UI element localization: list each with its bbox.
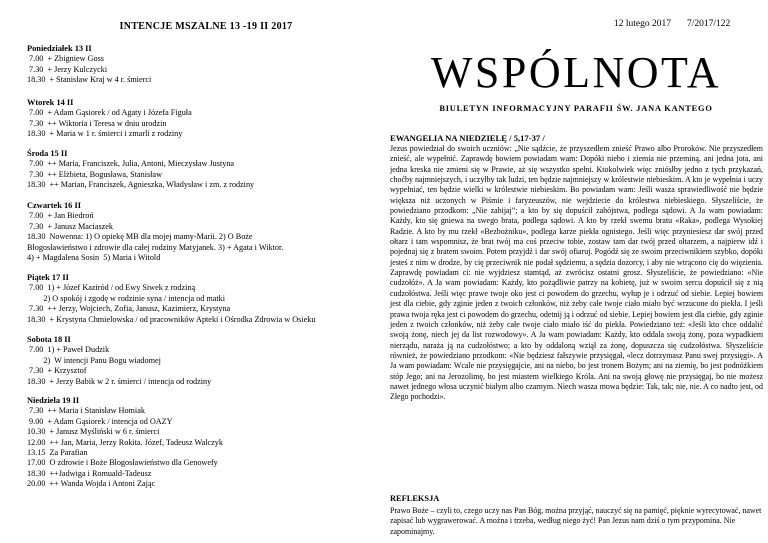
intention-line: 9.00 + Adam Gąsiorek / intencja od OAZY <box>27 416 173 426</box>
reflection-text: Prawo Boże – czyli to, czego uczy nas Pan Bóg, można przyjąć, nauczyć się na pamięć, pięknie wyrecytować, nawet zapisać lub wygrawerować. A można i trzeba, według niego żyć! Pan Jezus nam dziś o tym przypomina. Nie zapominajmy. <box>390 506 762 536</box>
day-name: Czwartek 16 II <box>27 201 81 210</box>
intention-line: 7.00 + Zbigniew Goss <box>27 54 104 64</box>
intention-line: Błogosławieństwo i zdrowie dla całej rodziny Matyjanek. 3) + Agata i Wiktor. <box>27 242 284 252</box>
intention-line: 7.30 + Krzysztof <box>27 366 87 376</box>
intention-line: 2) O spokój i zgodę w rodzinie syna / intencja od matki <box>27 293 226 303</box>
day-saturday <box>27 335 377 387</box>
intention-line: 4) + Magdalena Sosin 5) Maria i Witold <box>27 253 161 263</box>
day-monday <box>27 44 377 86</box>
intention-line: 18.30 + Krystyna Chmielowska / od pracowników Apteki i Ośrodka Zdrowia w Osieku <box>27 314 316 324</box>
intention-line: 7.00 ++ Maria, Franciszek, Julia, Antoni, Mieczysław Justyna <box>27 159 235 169</box>
intention-line: 10.30 + Janusz Myśliński w 6 r. śmierci <box>27 427 160 437</box>
day-sunday <box>27 396 377 490</box>
day-friday <box>27 273 377 325</box>
intention-line: 13.15 Za Parafian <box>27 448 88 458</box>
intention-line: 18.30 + Maria w 1 r. śmierci i zmarli z rodziny <box>27 129 183 139</box>
gospel-heading: EWANGELIA NA NIEDZIELĘ / 5,17-37 / <box>390 133 545 143</box>
day-name: Niedziela 19 II <box>27 396 80 405</box>
day-tuesday <box>27 98 377 140</box>
day-name: Środa 15 II <box>27 149 68 158</box>
intention-line: 2) W intencji Panu Bogu wiadomej <box>27 355 161 365</box>
intention-line: 7.00 1) + Józef Kaziród / od Ewy Siwek z rodziną <box>27 283 196 293</box>
intention-line: 18.30 ++ Marian, Franciszek, Agnieszka, Władysław i zm. z rodziny <box>27 180 255 190</box>
day-name: Piątek 17 II <box>27 273 69 282</box>
intention-line: 18.30 + Jerzy Babik w 2 r. śmierci / intencja od rodziny <box>27 376 212 386</box>
masthead-subtitle: BIULETYN INFORMACYJNY PARAFII ŚW. JANA KANTEGO <box>439 104 713 113</box>
intention-line: 12.00 ++ Jan, Maria, Jerzy Rokita. Józef, Tadeusz Walczyk <box>27 437 223 447</box>
day-name: Sobota 18 II <box>27 335 71 344</box>
intention-line: 18.30 + Stanisław Kraj w 4 r. śmierci <box>27 75 152 85</box>
intention-line: 7.00 + Adam Gąsiorek / od Agaty i Józefa Figuła <box>27 108 192 118</box>
intention-line: 7.00 + Jan Biedroń <box>27 211 94 221</box>
intention-line: 7.30 ++ Jerzy, Wojciech, Zofia, Janusz, Kazimierz, Krystyna <box>27 304 231 314</box>
intention-line: 18.30 ++Jadwiga i Romuald-Tadeusz <box>27 468 152 478</box>
day-thursday <box>27 201 377 263</box>
intention-line: 7.30 ++ Maria i Stanisław Homiak <box>27 406 145 416</box>
intention-line: 7.30 ++ Elżbieta, Bogusława, Stanisław <box>27 169 162 179</box>
day-name: Poniedziałek 13 II <box>27 44 92 53</box>
gospel-text: Jezus powiedział do swoich uczniów: „Nie sądźcie, że przyszedłem znieść Prawo albo Proroków. Nie przyszedłem znieść, ale wypełnić. Zaprawdę bowiem powiadam wam: Dopóki niebo i ziemia nie przeminą, ani jedna jota, ani jedna kreska nie zmieni się w Prawie, aż się wszystko spełni. Ktokolwiek więc zniósłby jedno z tych przykazań, choćby najmniejszych, i uczyłby tak ludzi, ten będzie najmniejszy w królestwie niebieskim. A kto je wypełnia i uczy wypełniać, ten będzie wielki w królestwie niebieskim. Bo powiadam wam: Jeśli wasza sprawiedliwość nie będzie większa niż uczonych w Piśmie i faryzeuszów, nie wejdziecie do królestwa niebieskiego. Słyszeliście, że powiedziano przodkom: „Nie zabijaj”; a kto by się dopuścił zabójstwa, podlega sądowi. A Ja wam powiadam: Każdy, kto się gniewa na swego brata, podlega sądowi. A kto by rzekł swemu bratu «Raka», podlega Wysokiej Radzie. A kto by mu rzekł «Bezbożniku», podlega karze piekła ognistego. Jeśli więc przyniesiesz dar swój przed ołtarz i tam wspomnisz, że brat twój ma coś przeciw tobie, zostaw tam dar twój przed ołtarzem, a najpierw idź i pojednaj się z bratem swoim. Potem przyjdź i dar swój ofiaruj. Pogódź się ze swoim przeciwnikiem szybko, dopóki jesteś z nim w drodze, by cię przeciwnik nie podał sędziemu, a sędzia dozorcy, i aby nie wtrącono cię do więzienia. Zaprawdę powiadam ci: nie wyjdziesz stamtąd, aż zwrócisz ostatni grosz. Słyszeliście, że powiedziano: «Nie cudzołóż». A Ja wam powiadam: Każdy, kto pożądliwie patrzy na kobietę, już w swoim sercu dopuścił się z nią cudzołóstwa. Jeśli więc prawe twoje oko jest ci powodem do grzechu, wyłup je i odrzuć od siebie. Lepiej bowiem jest dla ciebie, gdy zginie jeden z twoich członków, niż żeby całe twoje ciało miało być wrzucone do piekła. I jeśli prawa twoja ręka jest ci powodem do grzechu, odetnij ją i odrzuć od siebie. Lepiej bowiem jest dla ciebie, gdy zginie jeden z twoich członków, niż żeby całe twoje ciało miało iść do piekła. Powiedziano też: «Jeśli kto chce oddalić swoją żonę, niech jej da list rozwodowy». A Ja wam powiadam: Każdy, kto oddala swoją żonę, poza wypadkiem nierządu, naraża ją na cudzołóstwo; a kto by oddaloną wziął za żonę, dopuszcza się cudzołóstwa. Słyszeliście również, że powiedziano przodkom: «Nie będziesz fałszywie przysięgał, «lecz dotrzymasz Panu swej przysięgi». A Ja wam powiadam: Wcale nie przysięgajcie, ani na niebo, bo jest tronem Bożym; ani na ziemię, bo jest podnóżkiem stóp Jego; ani na Jerozolimę, bo jest miastem wielkiego Króla. Ani na swoją głowę nie przysięgaj, bo nie możesz nawet jednego włosa uczynić białym albo czarnym. Niech wasza mowa będzie: Tak, tak; nie, nie. A co nadto jest, od Złego pochodzi». <box>390 144 763 402</box>
intention-line: 7.00 1) + Paweł Dudzik <box>27 345 110 355</box>
intention-line: 7.30 ++ Wiktoria i Teresa w dniu urodzin <box>27 118 167 128</box>
intentions-title: INTENCJE MSZALNE 13 -19 II 2017 <box>119 21 293 32</box>
day-name: Wtorek 14 II <box>27 98 74 107</box>
day-wednesday <box>27 149 377 191</box>
intention-line: 17.00 O zdrowie i Boże Błogosławieństwo dla Genowefy <box>27 458 218 468</box>
intention-line: 18.30 Nowenna: 1) O opiekę MB dla mojej mamy-Marii. 2) O Boże <box>27 232 253 242</box>
bulletin-column <box>384 0 768 543</box>
issue-number: 7/2017/122 <box>687 19 731 29</box>
intention-line: 20.00 ++ Wanda Wojda i Antoni Zając <box>27 479 156 489</box>
intention-line: 7.30 + Jerzy Kulczycki <box>27 64 108 74</box>
issue-date: 12 lutego 2017 <box>614 19 671 29</box>
reflection-heading: REFLEKSJA <box>390 494 440 503</box>
intention-line: 7.30 + Janusz Maciaszek <box>27 221 114 231</box>
masthead-title: WSPÓLNOTA <box>430 48 722 97</box>
